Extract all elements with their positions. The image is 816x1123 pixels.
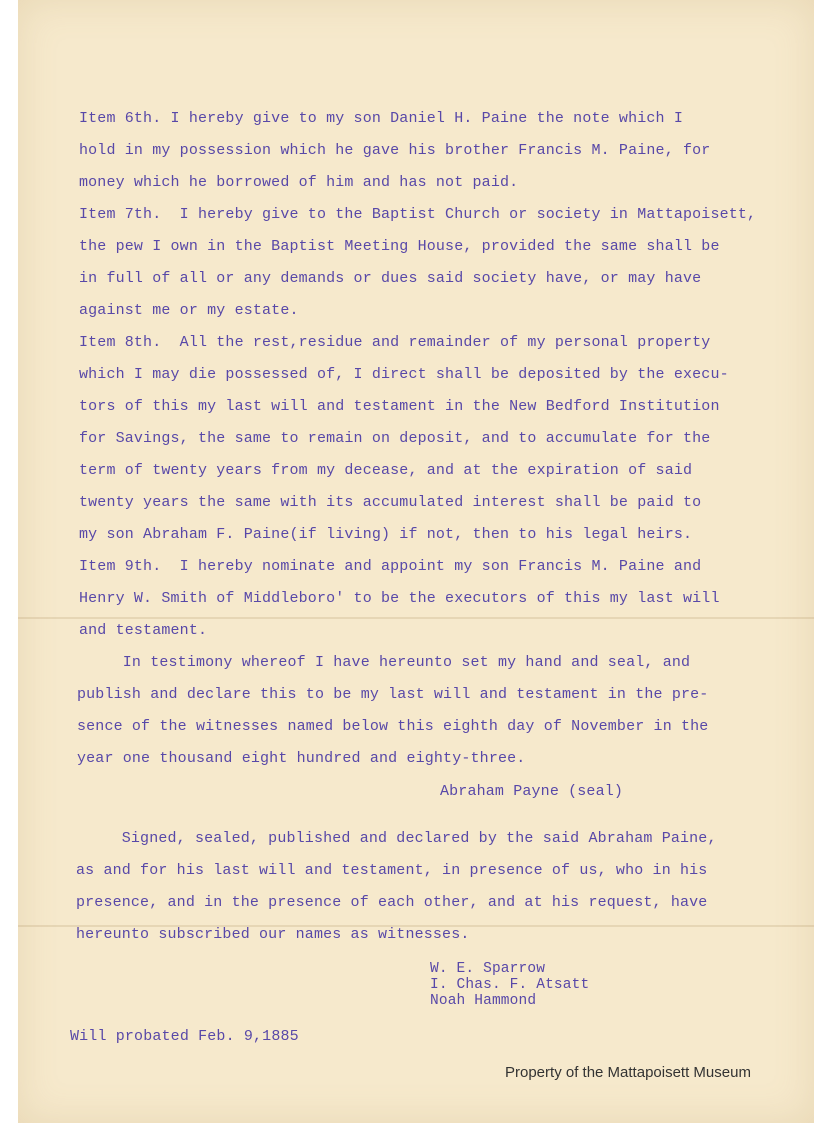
body-line: against me or my estate. xyxy=(79,302,299,319)
witness-name: W. E. Sparrow xyxy=(430,961,546,977)
body-line: hold in my possession which he gave his brother Francis M. Paine, for xyxy=(79,142,711,159)
attestation-line: hereunto subscribed our names as witnesses. xyxy=(76,926,470,943)
museum-watermark: Property of the Mattapoisett Museum xyxy=(505,1064,751,1081)
probate-note: Will probated Feb. 9,1885 xyxy=(70,1028,299,1045)
body-line: Item 8th. All the rest,residue and remainder of my personal property xyxy=(79,334,711,351)
body-line: my son Abraham F. Paine(if living) if not, then to his legal heirs. xyxy=(79,526,693,543)
body-line: In testimony whereof I have hereunto set my hand and seal, and xyxy=(77,654,691,671)
body-line: in full of all or any demands or dues said society have, or may have xyxy=(79,270,702,287)
body-line: Item 6th. I hereby give to my son Daniel H. Paine the note which I xyxy=(79,110,683,127)
body-line: Item 9th. I hereby nominate and appoint my son Francis M. Paine and xyxy=(79,558,702,575)
body-line: which I may die possessed of, I direct shall be deposited by the execu- xyxy=(79,366,729,383)
body-line: for Savings, the same to remain on deposit, and to accumulate for the xyxy=(79,430,711,447)
body-line: twenty years the same with its accumulated interest shall be paid to xyxy=(79,494,702,511)
paper-fold xyxy=(18,617,814,619)
attestation-line: as and for his last will and testament, in presence of us, who in his xyxy=(76,862,708,879)
body-line: publish and declare this to be my last will and testament in the pre- xyxy=(77,686,709,703)
attestation-line: Signed, sealed, published and declared by the said Abraham Paine, xyxy=(76,830,717,847)
body-line: money which he borrowed of him and has not paid. xyxy=(79,174,519,191)
body-line: Henry W. Smith of Middleboro' to be the executors of this my last will xyxy=(79,590,720,607)
witness-name: I. Chas. F. Atsatt xyxy=(430,977,590,993)
attestation-line: presence, and in the presence of each other, and at his request, have xyxy=(76,894,708,911)
body-line: year one thousand eight hundred and eighty-three. xyxy=(77,750,526,767)
testator-signature: Abraham Payne (seal) xyxy=(440,783,624,800)
body-line: sence of the witnesses named below this eighth day of November in the xyxy=(77,718,709,735)
body-line: tors of this my last will and testament in the New Bedford Institution xyxy=(79,398,720,415)
body-line: Item 7th. I hereby give to the Baptist Church or society in Mattapoisett, xyxy=(79,206,757,223)
body-line: the pew I own in the Baptist Meeting House, provided the same shall be xyxy=(79,238,720,255)
body-line: term of twenty years from my decease, and at the expiration of said xyxy=(79,462,693,479)
body-line: and testament. xyxy=(79,622,208,639)
witness-name: Noah Hammond xyxy=(430,993,537,1009)
